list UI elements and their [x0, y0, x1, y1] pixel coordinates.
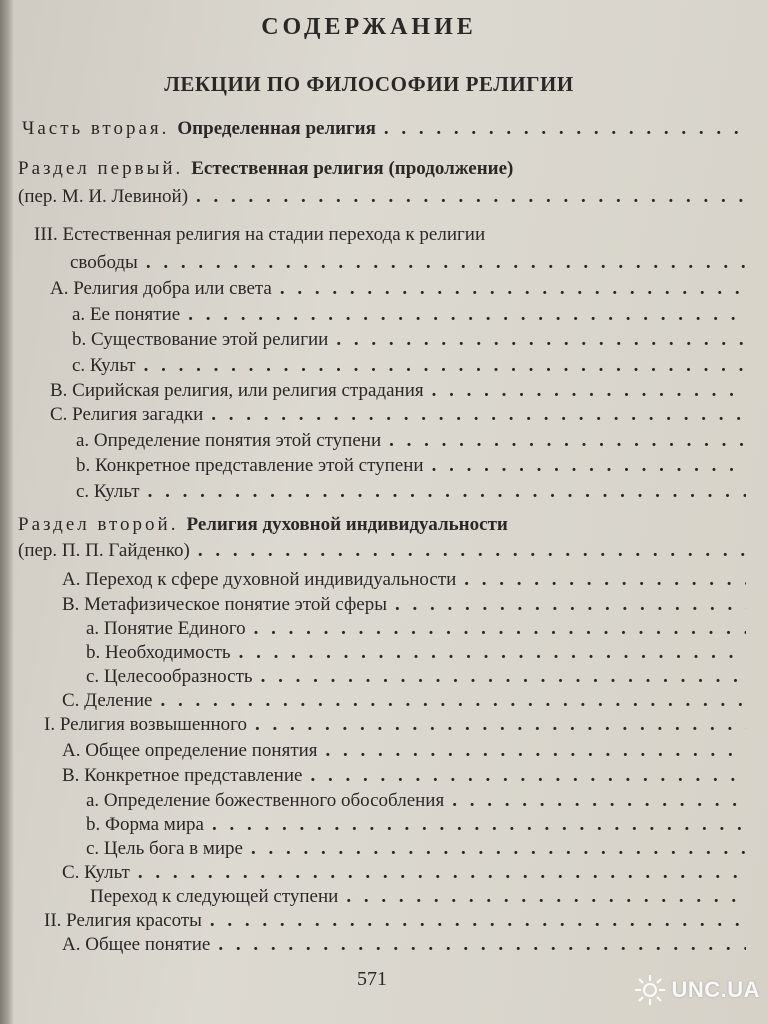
- toc-entry-text: A. Религия добра или света: [50, 278, 272, 299]
- toc-leader: [212, 814, 746, 836]
- toc-entry: [34, 224, 746, 250]
- toc-leader: [432, 455, 746, 477]
- toc-leader: [210, 910, 746, 932]
- toc-entry-text: C. Культ: [62, 862, 130, 883]
- toc-entry: [86, 666, 746, 692]
- toc-leader: [251, 838, 746, 860]
- page-number: 571: [357, 968, 387, 990]
- toc-section-title: Религия духовной индивидуальности: [186, 514, 508, 535]
- toc-entry-text: a. Ее понятие: [72, 304, 181, 325]
- watermark: [633, 970, 760, 1010]
- toc-entry: [62, 934, 746, 960]
- toc-entry-text: c. Культ: [76, 481, 140, 502]
- toc-entry: [62, 569, 746, 595]
- toc-leader: [384, 118, 746, 140]
- toc-leader: [255, 714, 746, 736]
- toc-leader: [211, 404, 746, 426]
- toc-leader: [196, 186, 746, 208]
- toc-entry: [90, 886, 746, 912]
- toc-translator: (пер. П. П. Гайденко): [18, 540, 190, 561]
- toc-leader: [148, 481, 746, 503]
- toc-entry: [76, 481, 746, 507]
- toc-entry: [62, 765, 746, 791]
- toc-entry-text: B. Конкретное представление: [62, 765, 303, 786]
- toc-leader: [336, 329, 746, 351]
- toc-entry: [76, 455, 746, 481]
- toc-leader: [395, 594, 746, 616]
- toc-entry: [62, 594, 746, 620]
- toc-entry: [62, 690, 746, 716]
- watermark-text: UNC.UA: [671, 977, 760, 1002]
- toc-entry: [18, 540, 746, 566]
- toc-leader: [464, 569, 746, 591]
- toc-leader: [280, 278, 746, 300]
- toc-entry: [18, 158, 746, 184]
- toc-entry: [62, 740, 746, 766]
- toc-entry: [86, 838, 746, 864]
- toc-entry: [72, 355, 746, 381]
- toc-leader: [144, 355, 746, 377]
- toc-leader: [218, 934, 746, 956]
- toc-section-title: Естественная религия (продолжение): [191, 158, 514, 179]
- toc-leader: [239, 642, 746, 664]
- toc-leader: [261, 666, 746, 688]
- toc-entry: [62, 862, 746, 888]
- toc-entry-text: a. Понятие Единого: [86, 618, 246, 639]
- toc-entry: [44, 910, 746, 936]
- toc-entry: [44, 714, 746, 740]
- toc-entry-text: b. Форма мира: [86, 814, 204, 835]
- toc-entry-text: свободы: [70, 252, 138, 273]
- toc-entry: [70, 252, 746, 278]
- toc-entry-text: b. Существование этой религии: [72, 329, 329, 350]
- toc-leader: [146, 252, 746, 274]
- toc-entry-text: B. Метафизическое понятие этой сферы: [62, 594, 387, 615]
- toc-part-title: Определенная религия: [177, 118, 376, 139]
- toc-entry: [18, 186, 746, 212]
- toc-entry: [86, 790, 746, 816]
- toc-entry: [50, 278, 746, 304]
- toc-entry-text: B. Сирийская религия, или религия страдания: [50, 380, 424, 401]
- toc-entry-text: A. Общее понятие: [62, 934, 211, 955]
- toc-entry-text: a. Определение божественного обособления: [86, 790, 445, 811]
- toc-leader: [326, 740, 746, 762]
- page-title: СОДЕРЖАНИЕ: [261, 14, 477, 40]
- toc-leader: [254, 618, 746, 640]
- toc-entry-text: a. Определение понятия этой ступени: [76, 430, 382, 451]
- toc-entry-text: C. Деление: [62, 690, 153, 711]
- toc-leader: [138, 862, 746, 884]
- toc-entry-text: c. Целесообразность: [86, 666, 253, 687]
- page-subtitle: ЛЕКЦИИ ПО ФИЛОСОФИИ РЕЛИГИИ: [164, 72, 574, 96]
- toc-entry: [86, 618, 746, 644]
- toc-entry-text: A. Общее определение понятия: [62, 740, 318, 761]
- toc-entry: [86, 814, 746, 840]
- toc-leader: [188, 304, 746, 326]
- toc-section-label: Раздел второй.: [18, 514, 179, 535]
- toc-entry: [72, 304, 746, 330]
- toc-entry: [76, 430, 746, 456]
- toc-section-label: Раздел первый.: [18, 158, 184, 179]
- toc-entry-text: b. Конкретное представление этой ступени: [76, 455, 424, 476]
- toc-entry-text: b. Необходимость: [86, 642, 231, 663]
- toc-leader: [310, 765, 746, 787]
- toc-leader: [198, 540, 746, 562]
- toc-entry: [18, 514, 746, 540]
- toc-entry-text: Переход к следующей ступени: [90, 886, 339, 907]
- sun-logo-icon: [633, 973, 667, 1007]
- toc-entry: [72, 329, 746, 355]
- toc-entry-text: III. Естественная религия на стадии перехода к религии: [34, 224, 486, 245]
- toc-entry: [22, 118, 746, 144]
- toc-leader: [432, 380, 746, 402]
- toc-entry: [86, 642, 746, 668]
- toc-entry-text: C. Религия загадки: [50, 404, 204, 425]
- toc-entry-text: c. Цель бога в мире: [86, 838, 243, 859]
- toc-leader: [346, 886, 746, 908]
- toc-leader: [452, 790, 746, 812]
- toc-entry-text: c. Культ: [72, 355, 136, 376]
- toc-entry: [50, 404, 746, 430]
- toc-leader: [389, 430, 746, 452]
- toc-entry-text: I. Религия возвышенного: [44, 714, 247, 735]
- toc-part-label: Часть вторая.: [22, 118, 170, 139]
- toc-leader: [160, 690, 746, 712]
- toc-entry-text: II. Религия красоты: [44, 910, 202, 931]
- toc-translator: (пер. М. И. Левиной): [18, 186, 189, 207]
- toc-entry: [50, 380, 746, 406]
- toc-entry-text: A. Переход к сфере духовной индивидуальности: [62, 569, 457, 590]
